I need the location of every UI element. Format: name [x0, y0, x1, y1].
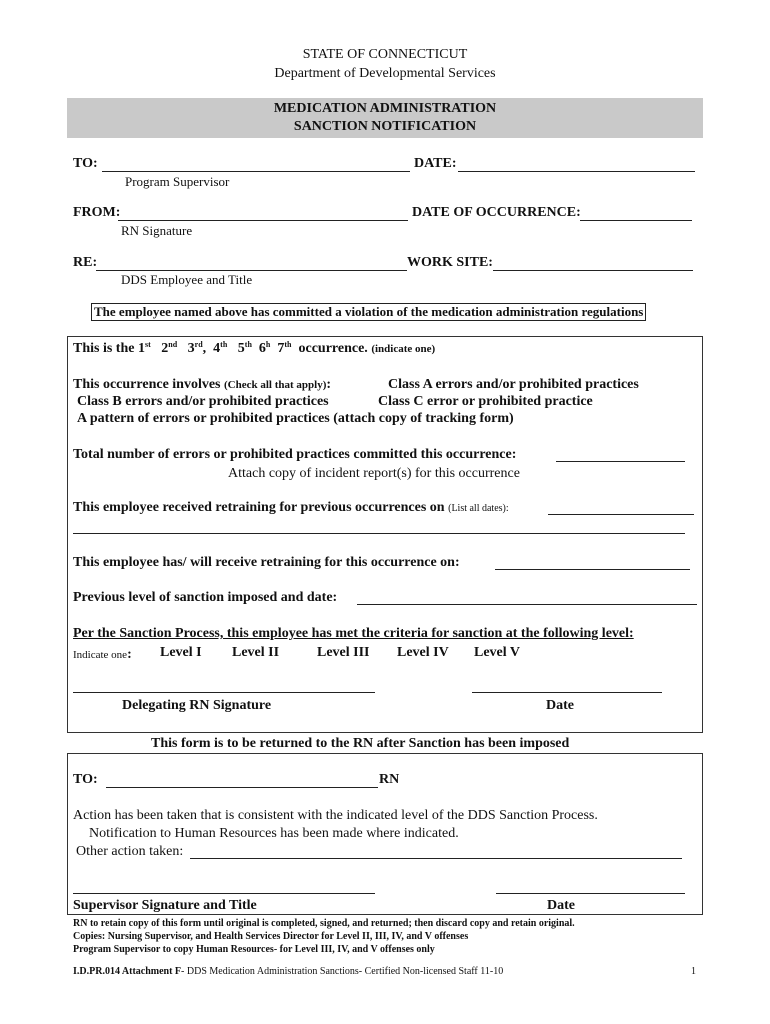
retraining-previous-note: (List all dates): — [448, 503, 509, 514]
document-id-line — [73, 966, 503, 977]
level-4-option[interactable]: Level IV — [397, 645, 449, 660]
to-sublabel: Program Supervisor — [125, 174, 230, 189]
delegating-rn-date-field[interactable] — [472, 692, 662, 693]
level-selector: Indicate one: — [73, 647, 132, 662]
from-sublabel: RN Signature — [121, 223, 193, 238]
class-c-option[interactable]: Class C error or prohibited practice — [378, 394, 593, 409]
date-field[interactable] — [458, 171, 695, 172]
total-errors-label: Total number of errors or prohibited practices committed this occurrence: — [73, 447, 517, 462]
footer-note-3: Program Supervisor to copy Human Resources- for Level III, IV, and V offenses only — [73, 944, 435, 955]
form-title-line1: MEDICATION ADMINISTRATION — [273, 101, 497, 116]
involves-line: This occurrence involves (Check all that apply): — [73, 377, 332, 392]
delegating-rn-signature-field[interactable] — [73, 692, 375, 693]
supervisor-date-label: Date — [547, 898, 575, 913]
occurrence-line: This is the 1st 2nd 3rd, 4th 5th 6$^h$ 7th occurrence. (indicate one) — [73, 340, 436, 356]
total-errors-field[interactable] — [556, 461, 685, 462]
occurrence-3[interactable]: 3rd — [187, 340, 203, 356]
occurrence-5[interactable]: 5th — [237, 340, 252, 356]
pattern-option[interactable]: A pattern of errors or prohibited practices (attach copy of tracking form) — [77, 411, 514, 426]
supervisor-rn-label: RN — [379, 772, 400, 787]
occurrence-6[interactable]: 6$^h$ — [258, 340, 271, 356]
previous-level-field[interactable] — [357, 604, 697, 605]
to-label: TO: — [73, 156, 98, 171]
from-field[interactable] — [118, 220, 408, 221]
class-a-option[interactable]: Class A errors and/or prohibited practices — [388, 377, 639, 392]
supervisor-date-field[interactable] — [496, 893, 685, 894]
level-5-option[interactable]: Level V — [474, 645, 521, 660]
retraining-previous-line — [73, 500, 509, 516]
retraining-previous-field-2[interactable] — [73, 533, 685, 534]
document-id: I.D.PR.014 Attachment F — [73, 966, 182, 977]
occurrence-7[interactable]: 7th — [277, 340, 292, 356]
other-action-label: Other action taken: — [76, 844, 184, 859]
work-site-label: WORK SITE: — [407, 255, 493, 270]
supervisor-to-field[interactable] — [106, 787, 378, 788]
re-label: RE: — [73, 255, 98, 270]
occurrence-1[interactable]: 1st — [137, 340, 151, 356]
page-number: 1 — [691, 966, 696, 977]
footer-note-1: RN to retain copy of this form until original is completed, signed, and returned; then discard copy and retain original. — [73, 918, 575, 929]
to-field[interactable] — [102, 171, 410, 172]
occurrence-note: (indicate one) — [371, 343, 436, 355]
footer-note-2: Copies: Nursing Supervisor, and Health Services Director for Level II, III, IV, and V offenses — [73, 931, 469, 942]
retraining-this-label: This employee has/ will receive retraining for this occurrence on: — [73, 555, 460, 570]
supervisor-signature-field[interactable] — [73, 893, 375, 894]
supervisor-signature-label: Supervisor Signature and Title — [73, 898, 257, 913]
delegating-rn-signature-label: Delegating RN Signature — [122, 698, 272, 713]
form-title-line2: SANCTION NOTIFICATION — [293, 119, 477, 134]
other-action-field[interactable] — [190, 858, 682, 859]
occurrence-suffix: occurrence. — [298, 341, 368, 356]
previous-level-label: Previous level of sanction imposed and date: — [73, 590, 338, 605]
retraining-previous-label: This employee received retraining for previous occurrences on — [73, 500, 445, 515]
date-label: DATE: — [414, 156, 457, 171]
level-3-option[interactable]: Level III — [317, 645, 370, 660]
involves-note: (Check all that apply) — [224, 379, 327, 391]
work-site-field[interactable] — [493, 270, 693, 271]
title-banner — [67, 98, 703, 138]
date-of-occurrence-label: DATE OF OCCURRENCE: — [412, 205, 581, 220]
class-b-option[interactable]: Class B errors and/or prohibited practices — [77, 394, 329, 409]
level-2-option[interactable]: Level II — [232, 645, 280, 660]
document-description: - DDS Medication Administration Sanctions- Certified Non-licensed Staff 11-10 — [181, 966, 504, 977]
sanction-criteria-heading: Per the Sanction Process, this employee has met the criteria for sanction at the following level: — [73, 626, 634, 641]
re-sublabel: DDS Employee and Title — [121, 272, 253, 287]
delegating-rn-date-label: Date — [546, 698, 574, 713]
supervisor-to-label: TO: — [73, 772, 98, 787]
violation-banner: The employee named above has committed a violation of the medication administration regulations — [91, 303, 646, 321]
attach-incident-note: Attach copy of incident report(s) for this occurrence — [228, 466, 520, 481]
date-of-occurrence-field[interactable] — [580, 220, 692, 221]
return-notice: This form is to be returned to the RN after Sanction has been imposed — [151, 736, 570, 751]
state-name: STATE OF CONNECTICUT — [302, 47, 468, 62]
notification-text: Notification to Human Resources has been made where indicated. — [89, 826, 459, 841]
involves-prefix: This occurrence involves — [73, 377, 221, 392]
occurrence-4[interactable]: 4th — [213, 340, 228, 356]
action-taken-text: Action has been taken that is consistent with the indicated level of the DDS Sanction Process. — [73, 808, 598, 823]
from-label: FROM: — [73, 205, 121, 220]
department-name: Department of Developmental Services — [274, 66, 496, 81]
retraining-this-field[interactable] — [495, 569, 690, 570]
re-field[interactable] — [96, 270, 407, 271]
level-1-option[interactable]: Level I — [160, 645, 202, 660]
occurrence-prefix: This is the — [73, 341, 135, 356]
occurrence-2[interactable]: 2nd — [161, 340, 178, 356]
retraining-previous-field[interactable] — [548, 514, 694, 515]
indicate-one-label: Indicate one — [73, 649, 128, 661]
